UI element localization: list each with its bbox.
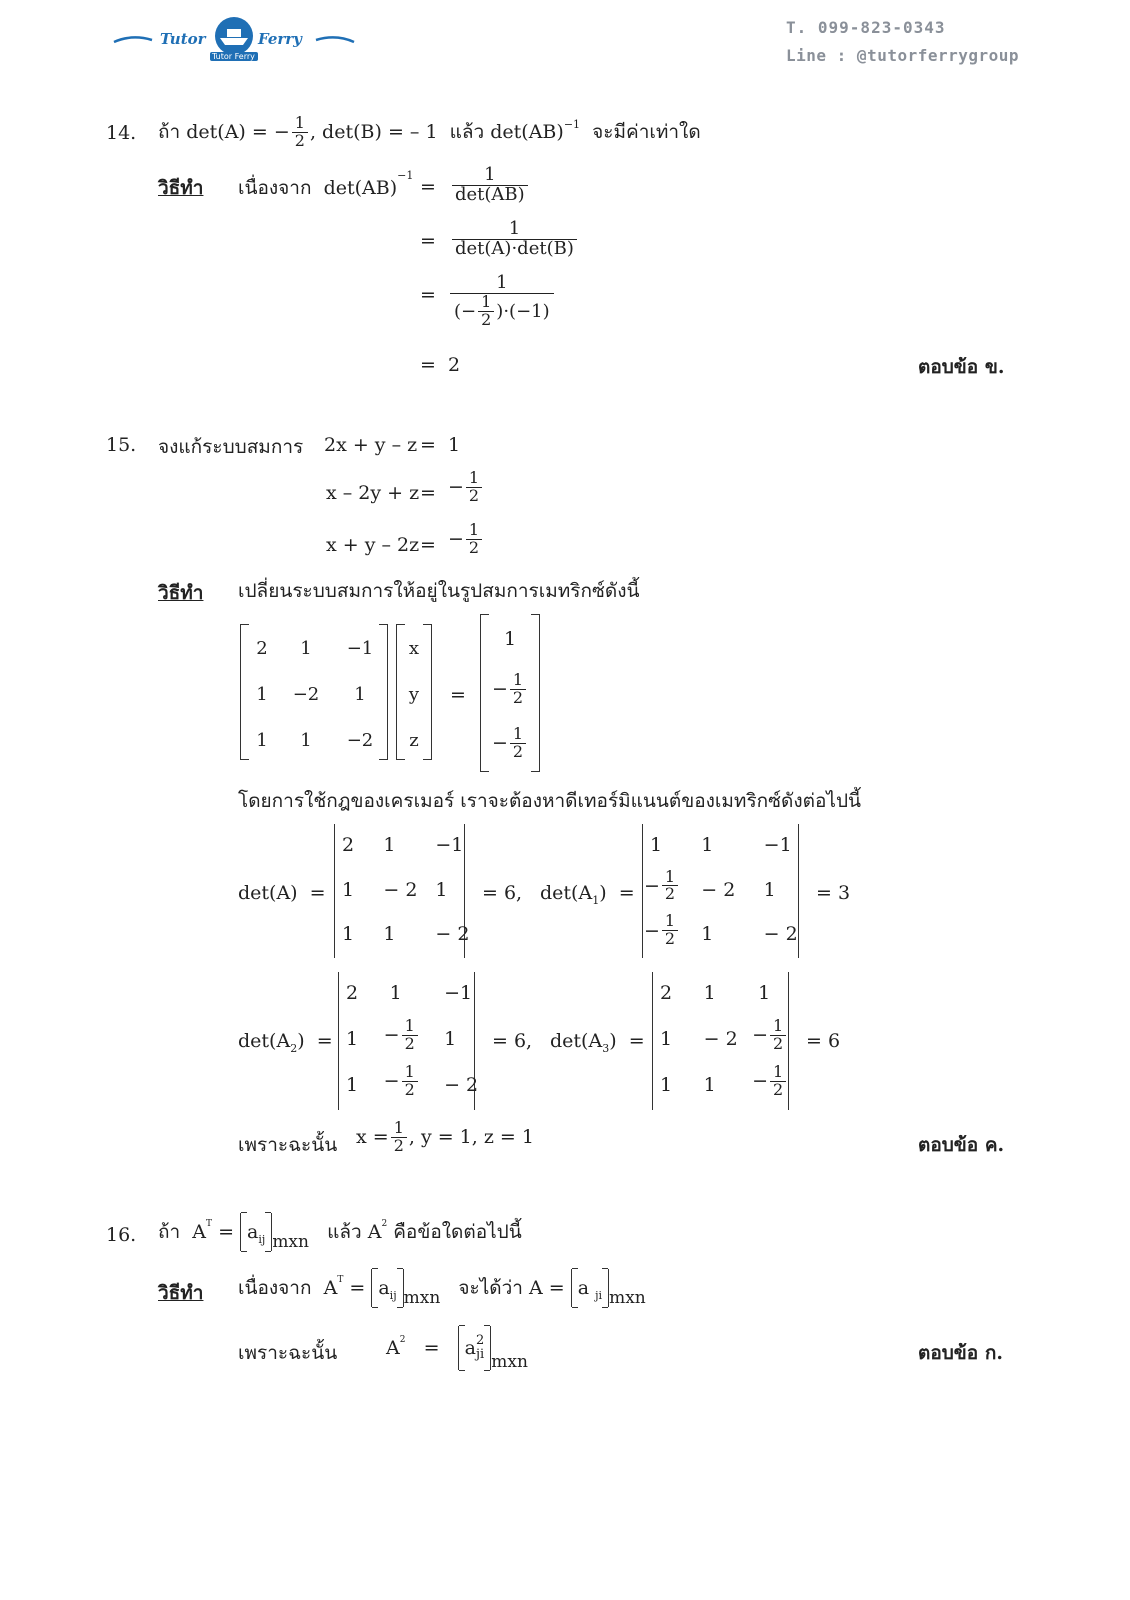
det-cell: − $\frac{1}{2}$ bbox=[752, 1018, 788, 1053]
q15-cramer: โดยการใช้กฎของเครเมอร์ เราจะต้องหาดีเทอร์มิแนนต์ของเมทริกซ์ดังต่อไปนี้ bbox=[238, 790, 862, 812]
q15-eq2: x – 2y + z bbox=[326, 482, 420, 504]
q16-solution-label: วิธีทำ bbox=[158, 1282, 204, 1304]
det-cell: 1 bbox=[342, 923, 355, 946]
det-cell: 1 bbox=[758, 982, 771, 1004]
det-bar-right bbox=[798, 824, 799, 958]
det-cell: 1 bbox=[701, 834, 714, 856]
det-cell: 1 bbox=[444, 1028, 457, 1050]
q14-question: ถ้า det(A) = − $\frac{1}{2}$ , det(B) = – 1 แล้ว det(AB) $^{-1}$ จะมีค่าเท่าใด bbox=[158, 112, 701, 150]
brand-subtitle: Tutor Ferry bbox=[212, 52, 255, 61]
det-cell: −1 bbox=[435, 834, 464, 856]
matrix-cell: −2 bbox=[346, 730, 374, 751]
matrix-cell: −2 bbox=[292, 684, 320, 705]
det-bar-left bbox=[338, 972, 339, 1110]
det-cell: −1 bbox=[763, 834, 792, 856]
det-cell: 1 bbox=[660, 1028, 673, 1050]
q14-step2: 1 det(A)·det(B) bbox=[452, 220, 577, 259]
det-a-label: det(A) = bbox=[238, 882, 326, 904]
q16-number: 16. bbox=[106, 1224, 137, 1246]
q16-matrix-aij: $a_{ij}$ bbox=[240, 1213, 272, 1251]
det-cell: 1 bbox=[703, 982, 716, 1004]
q15-convert: เปลี่ยนระบบสมการให้อยู่ในรูปสมการเมทริกซ์ดังนี้ bbox=[238, 580, 640, 602]
matrix-cell: 1 bbox=[300, 638, 312, 659]
q15-rhs-vector: 1 − $\frac{1}{2}$ − $\frac{1}{2}$ bbox=[480, 614, 540, 772]
det-a1-value: = 3 bbox=[816, 882, 851, 904]
q14-step1: 1 det(AB) bbox=[452, 166, 528, 205]
q14-since: เนื่องจาก det(AB)$^{-1}$ bbox=[238, 168, 414, 199]
matrix-cell: 1 bbox=[256, 730, 268, 751]
det-cell: − 2 bbox=[383, 878, 418, 901]
matrix-cell: 1 bbox=[354, 684, 366, 705]
q14-det-b: det(B) bbox=[322, 121, 382, 143]
det-cell: − 2 bbox=[435, 923, 470, 946]
det-cell: 1 bbox=[389, 982, 402, 1004]
det-bar-left bbox=[334, 824, 335, 958]
det-bar-left bbox=[642, 824, 643, 958]
det-cell: − $\frac{1}{2}$ bbox=[384, 1064, 420, 1099]
q14-half: $\frac{1}{2}$ bbox=[292, 115, 308, 150]
det-cell: 2 bbox=[342, 834, 355, 856]
q14-det-ab-inv: det(AB) bbox=[490, 121, 564, 143]
det-cell: 1 bbox=[660, 1074, 673, 1096]
det-cell: 1 bbox=[650, 834, 663, 856]
q16-result: A $^2$ = a 2 ji $_{mxn}$ bbox=[386, 1324, 528, 1372]
contact-line: Line : @tutorferrygroup bbox=[786, 46, 1020, 65]
q15-eq3: x + y – 2z bbox=[326, 534, 420, 556]
det-cell: −1 bbox=[444, 982, 473, 1004]
q14-step3: 1 (− $\frac{1}{2}$ )·(−1) bbox=[450, 272, 554, 329]
q16-answer: ตอบข้อ ก. bbox=[918, 1342, 1003, 1364]
det-cell: − 2 bbox=[763, 923, 798, 946]
det-a3-value: = 6 bbox=[806, 1030, 841, 1052]
brand-name-right: Ferry bbox=[258, 30, 302, 48]
det-a2-value: = 6, bbox=[492, 1030, 533, 1052]
q15-answer: ตอบข้อ ค. bbox=[918, 1134, 1005, 1156]
det-cell: 1 bbox=[435, 878, 448, 901]
q14-if: ถ้า bbox=[158, 121, 181, 143]
det-cell: 2 bbox=[346, 982, 359, 1004]
matrix-cell: −1 bbox=[346, 638, 374, 659]
det-bar-left bbox=[652, 972, 653, 1110]
q14-answer: ตอบข้อ ข. bbox=[918, 356, 1005, 378]
det-cell: 1 bbox=[346, 1028, 359, 1050]
vector-cell: y bbox=[408, 684, 420, 705]
q15-number: 15. bbox=[106, 434, 137, 456]
det-cell: 1 bbox=[383, 923, 396, 946]
q15-eq3-rhs: − $\frac{1}{2}$ bbox=[448, 522, 484, 557]
q15-solution: x = $\frac{1}{2}$ , y = 1, z = 1 bbox=[356, 1118, 534, 1155]
matrix-cell: 1 bbox=[256, 684, 268, 705]
q15-eq2-rhs: − $\frac{1}{2}$ bbox=[448, 470, 484, 505]
matrix-cell: 2 bbox=[256, 638, 268, 659]
q14-solution-label: วิธีทำ bbox=[158, 177, 204, 199]
q14-det-a: det(A) bbox=[186, 121, 246, 143]
q15-therefore: เพราะฉะนั้น bbox=[238, 1134, 338, 1156]
contact-phone: T. 099-823-0343 bbox=[786, 18, 946, 37]
det-cell: − 2 bbox=[703, 1028, 738, 1050]
det-cell: 1 bbox=[701, 923, 714, 946]
q16-question: ถ้า A $^T$ = $a_{ij}$ $_{mxn}$ แล้ว A $^2$ คือข้อใดต่อไปนี้ bbox=[158, 1210, 522, 1254]
q15-solution-label: วิธีทำ bbox=[158, 582, 204, 604]
det-a2-label: $\det(A_2)$ = bbox=[238, 1030, 333, 1055]
det-cell: − $\frac{1}{2}$ bbox=[384, 1018, 420, 1053]
det-cell: 1 bbox=[383, 834, 396, 856]
det-cell: 1 bbox=[703, 1074, 716, 1096]
q14-result: 2 bbox=[448, 354, 461, 376]
det-a1-label: $\det(A_1)$ = bbox=[540, 882, 635, 907]
det-cell: − $\frac{1}{2}$ bbox=[644, 913, 680, 948]
det-a3-label: $\det(A_3)$ = bbox=[550, 1030, 645, 1055]
det-cell: − 2 bbox=[444, 1074, 479, 1096]
q15-eq1: 2x + y – z bbox=[324, 434, 418, 456]
q15-prompt: จงแก้ระบบสมการ bbox=[158, 436, 304, 458]
vector-cell: x bbox=[408, 638, 420, 659]
vector-cell: z bbox=[409, 730, 419, 751]
brand-name-left: Tutor bbox=[160, 30, 206, 48]
q15-coef-matrix bbox=[240, 624, 388, 760]
det-cell: − $\frac{1}{2}$ bbox=[752, 1064, 788, 1099]
q16-since-line: เนื่องจาก A $^T$ = $a_{ij}$ $_{mxn}$ จะได้ว่า A = a $_{ji}$ $_{mxn}$ bbox=[238, 1266, 646, 1310]
det-cell: 1 bbox=[342, 878, 355, 901]
q14-number: 14. bbox=[106, 122, 137, 144]
det-cell: − 2 bbox=[701, 878, 736, 901]
det-cell: 1 bbox=[346, 1074, 359, 1096]
det-cell: 1 bbox=[763, 878, 776, 901]
q16-therefore: เพราะฉะนั้น bbox=[238, 1342, 338, 1364]
det-cell: − $\frac{1}{2}$ bbox=[644, 869, 680, 904]
q15-var-vector bbox=[396, 624, 432, 760]
matrix-cell: 1 bbox=[300, 730, 312, 751]
det-cell: 2 bbox=[660, 982, 673, 1004]
det-a-value: = 6, bbox=[482, 882, 523, 904]
